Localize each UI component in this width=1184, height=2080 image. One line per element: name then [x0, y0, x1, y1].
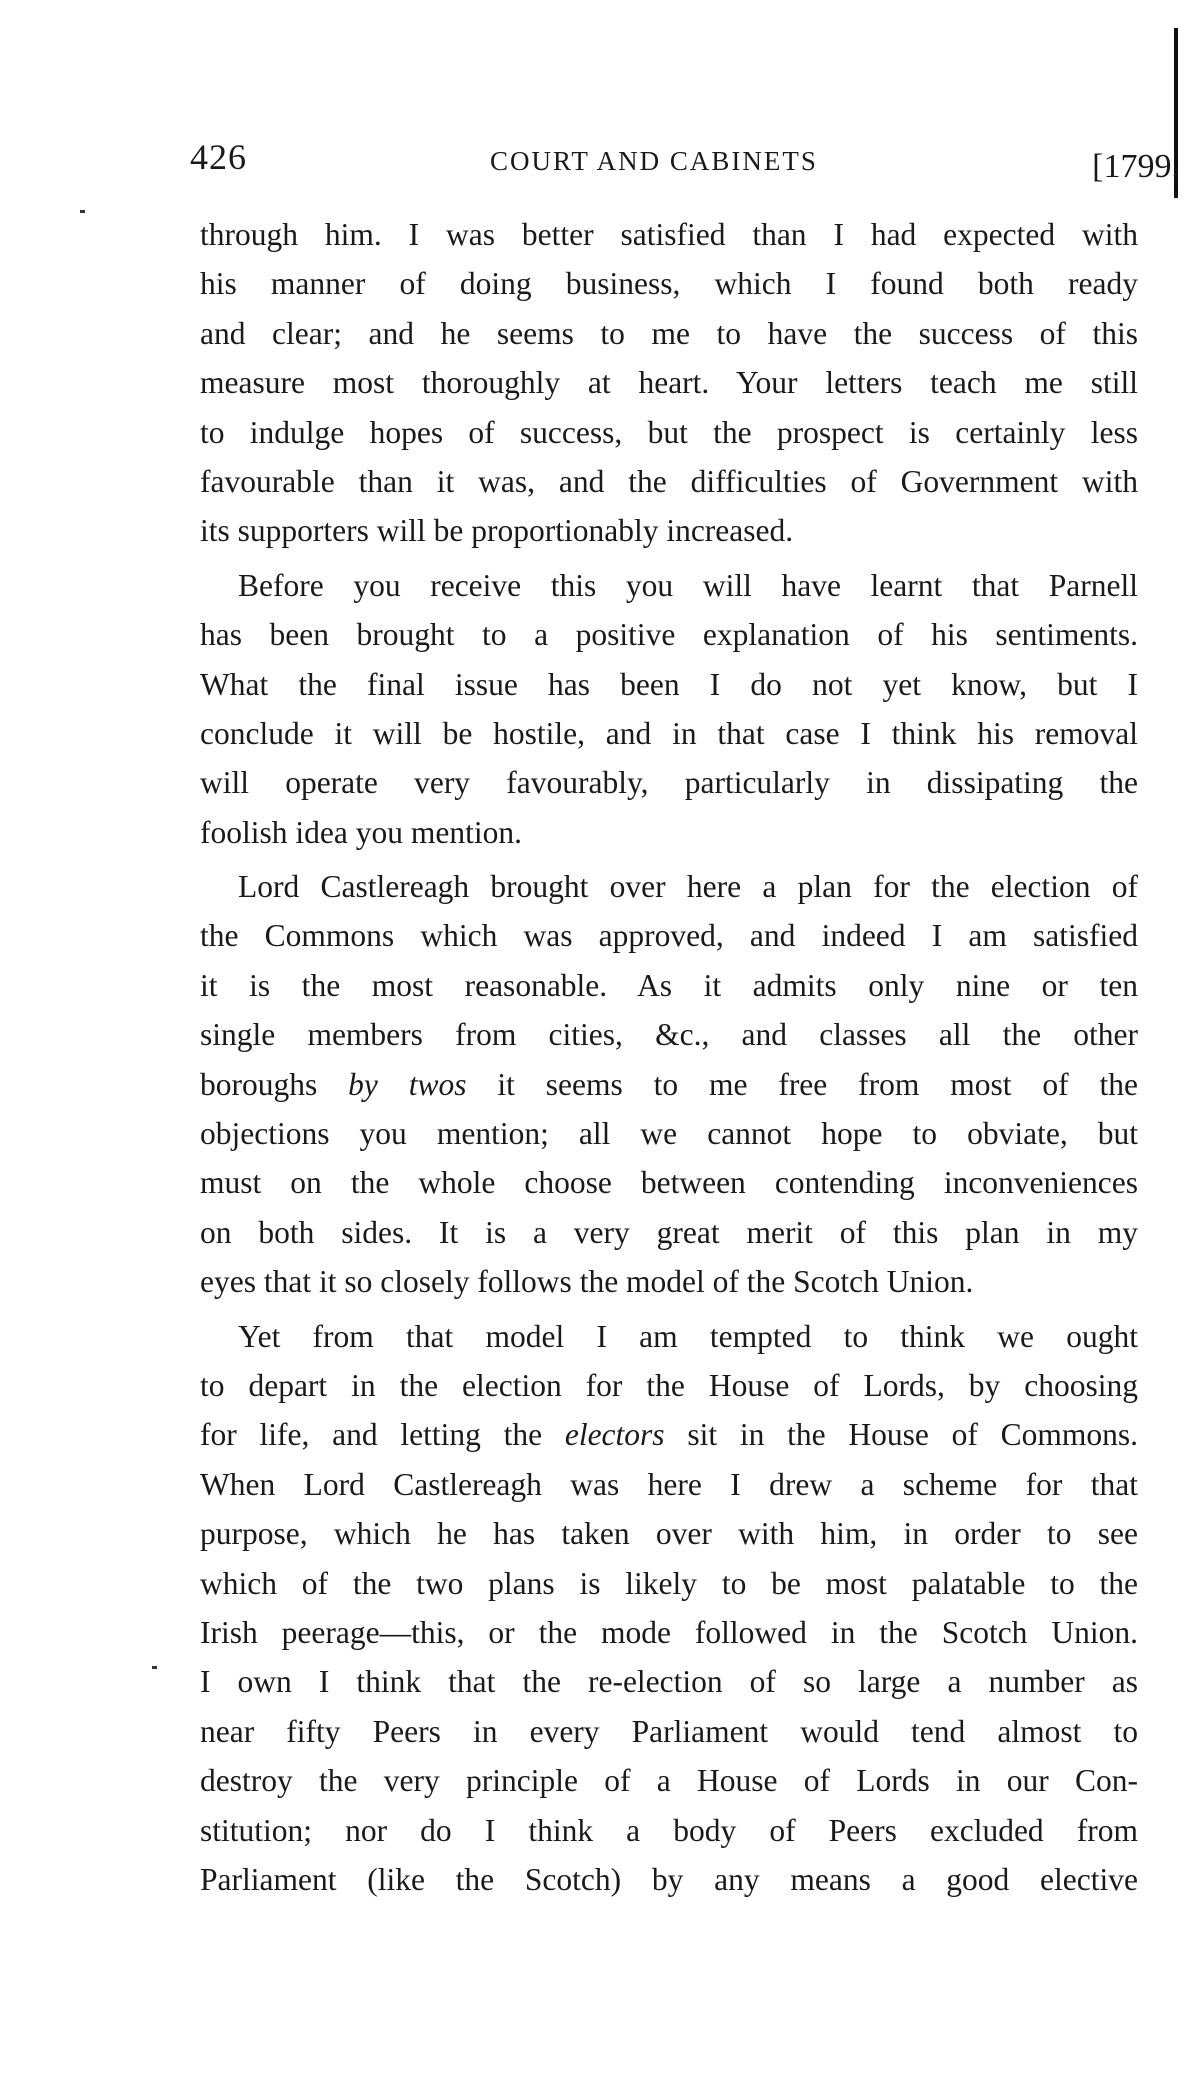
running-year: [1799. — [1092, 148, 1180, 185]
text-line: objections you mention; all we cannot hope to obviate, but — [200, 1116, 1138, 1152]
text-line: and clear; and he seems to me to have the success of this — [200, 315, 1138, 351]
text-line: Yet from that model I am tempted to think we ought — [238, 1318, 1138, 1354]
text-line: Parliament (like the Scotch) by any means a good elective — [200, 1861, 1138, 1897]
text-line: which of the two plans is likely to be most palatable to the — [200, 1565, 1138, 1601]
text-line: destroy the very principle of a House of Lords in our Con- — [200, 1763, 1138, 1799]
stray-mark — [152, 1666, 157, 1669]
text-line: will operate very favourably, particularly in dissipating the — [200, 765, 1138, 801]
italic-phrase: electors — [564, 1417, 665, 1453]
text-line: foolish idea you mention. — [200, 814, 522, 850]
text-line: Irish peerage—this, or the mode followed in the Scotch Union. — [200, 1614, 1138, 1650]
text-line: to depart in the election for the House of Lords, by choosing — [200, 1367, 1138, 1403]
paragraph-1 — [200, 210, 1138, 556]
text-line: conclude it will be hostile, and in that case I think his removal — [200, 715, 1138, 751]
text-line: When Lord Castlereagh was here I drew a scheme for that — [200, 1466, 1138, 1502]
page-number: 426 — [190, 137, 247, 177]
text-line: near fifty Peers in every Parliament would tend almost to — [200, 1713, 1138, 1749]
text-line-with-italic: for life, and letting the electors sit in the House of Commons. — [200, 1417, 1139, 1453]
paragraph-4 — [200, 1312, 1138, 1905]
text-line: purpose, which he has taken over with him, in order to see — [200, 1516, 1138, 1552]
text-line: it is the most reasonable. As it admits only nine or ten — [200, 967, 1138, 1003]
running-head — [190, 136, 1180, 186]
stray-mark — [80, 210, 85, 213]
paragraph-3 — [200, 862, 1138, 1307]
text-line: favourable than it was, and the difficulties of Government with — [200, 463, 1138, 499]
text-line: has been brought to a positive explanation of his sentiments. — [200, 617, 1138, 653]
paragraph-2 — [200, 561, 1138, 857]
text-line: his manner of doing business, which I found both ready — [200, 266, 1138, 302]
text-line: through him. I was better satisfied than I had expected with — [200, 217, 1138, 252]
italic-phrase: by twos — [348, 1066, 467, 1102]
text-line: Before you receive this you will have learnt that Parnell — [238, 567, 1138, 603]
text-line-with-italic: boroughs by twos it seems to me free from most of the — [200, 1066, 1138, 1102]
text-line: What the final issue has been I do not yet know, but I — [200, 666, 1138, 702]
text-line: Lord Castlereagh brought over here a plan for the election of — [238, 869, 1138, 905]
body-text — [200, 210, 1138, 1904]
running-title: COURT AND CABINETS — [490, 146, 818, 176]
text-line: eyes that it so closely follows the model of the Scotch Union. — [200, 1264, 974, 1300]
text-line: measure most thoroughly at heart. Your letters teach me still — [200, 365, 1138, 401]
text-line: must on the whole choose between contending inconveniences — [200, 1165, 1138, 1201]
text-line: on both sides. It is a very great merit of this plan in my — [200, 1214, 1138, 1250]
text-line: stitution; nor do I think a body of Peers excluded from — [200, 1812, 1138, 1848]
text-line: the Commons which was approved, and indeed I am satisfied — [200, 918, 1138, 954]
text-line: its supporters will be proportionably increased. — [200, 513, 794, 549]
text-line: I own I think that the re-election of so large a number as — [200, 1664, 1138, 1700]
text-line: single members from cities, &c., and classes all the other — [200, 1017, 1138, 1053]
text-line: to indulge hopes of success, but the prospect is certainly less — [200, 414, 1138, 450]
